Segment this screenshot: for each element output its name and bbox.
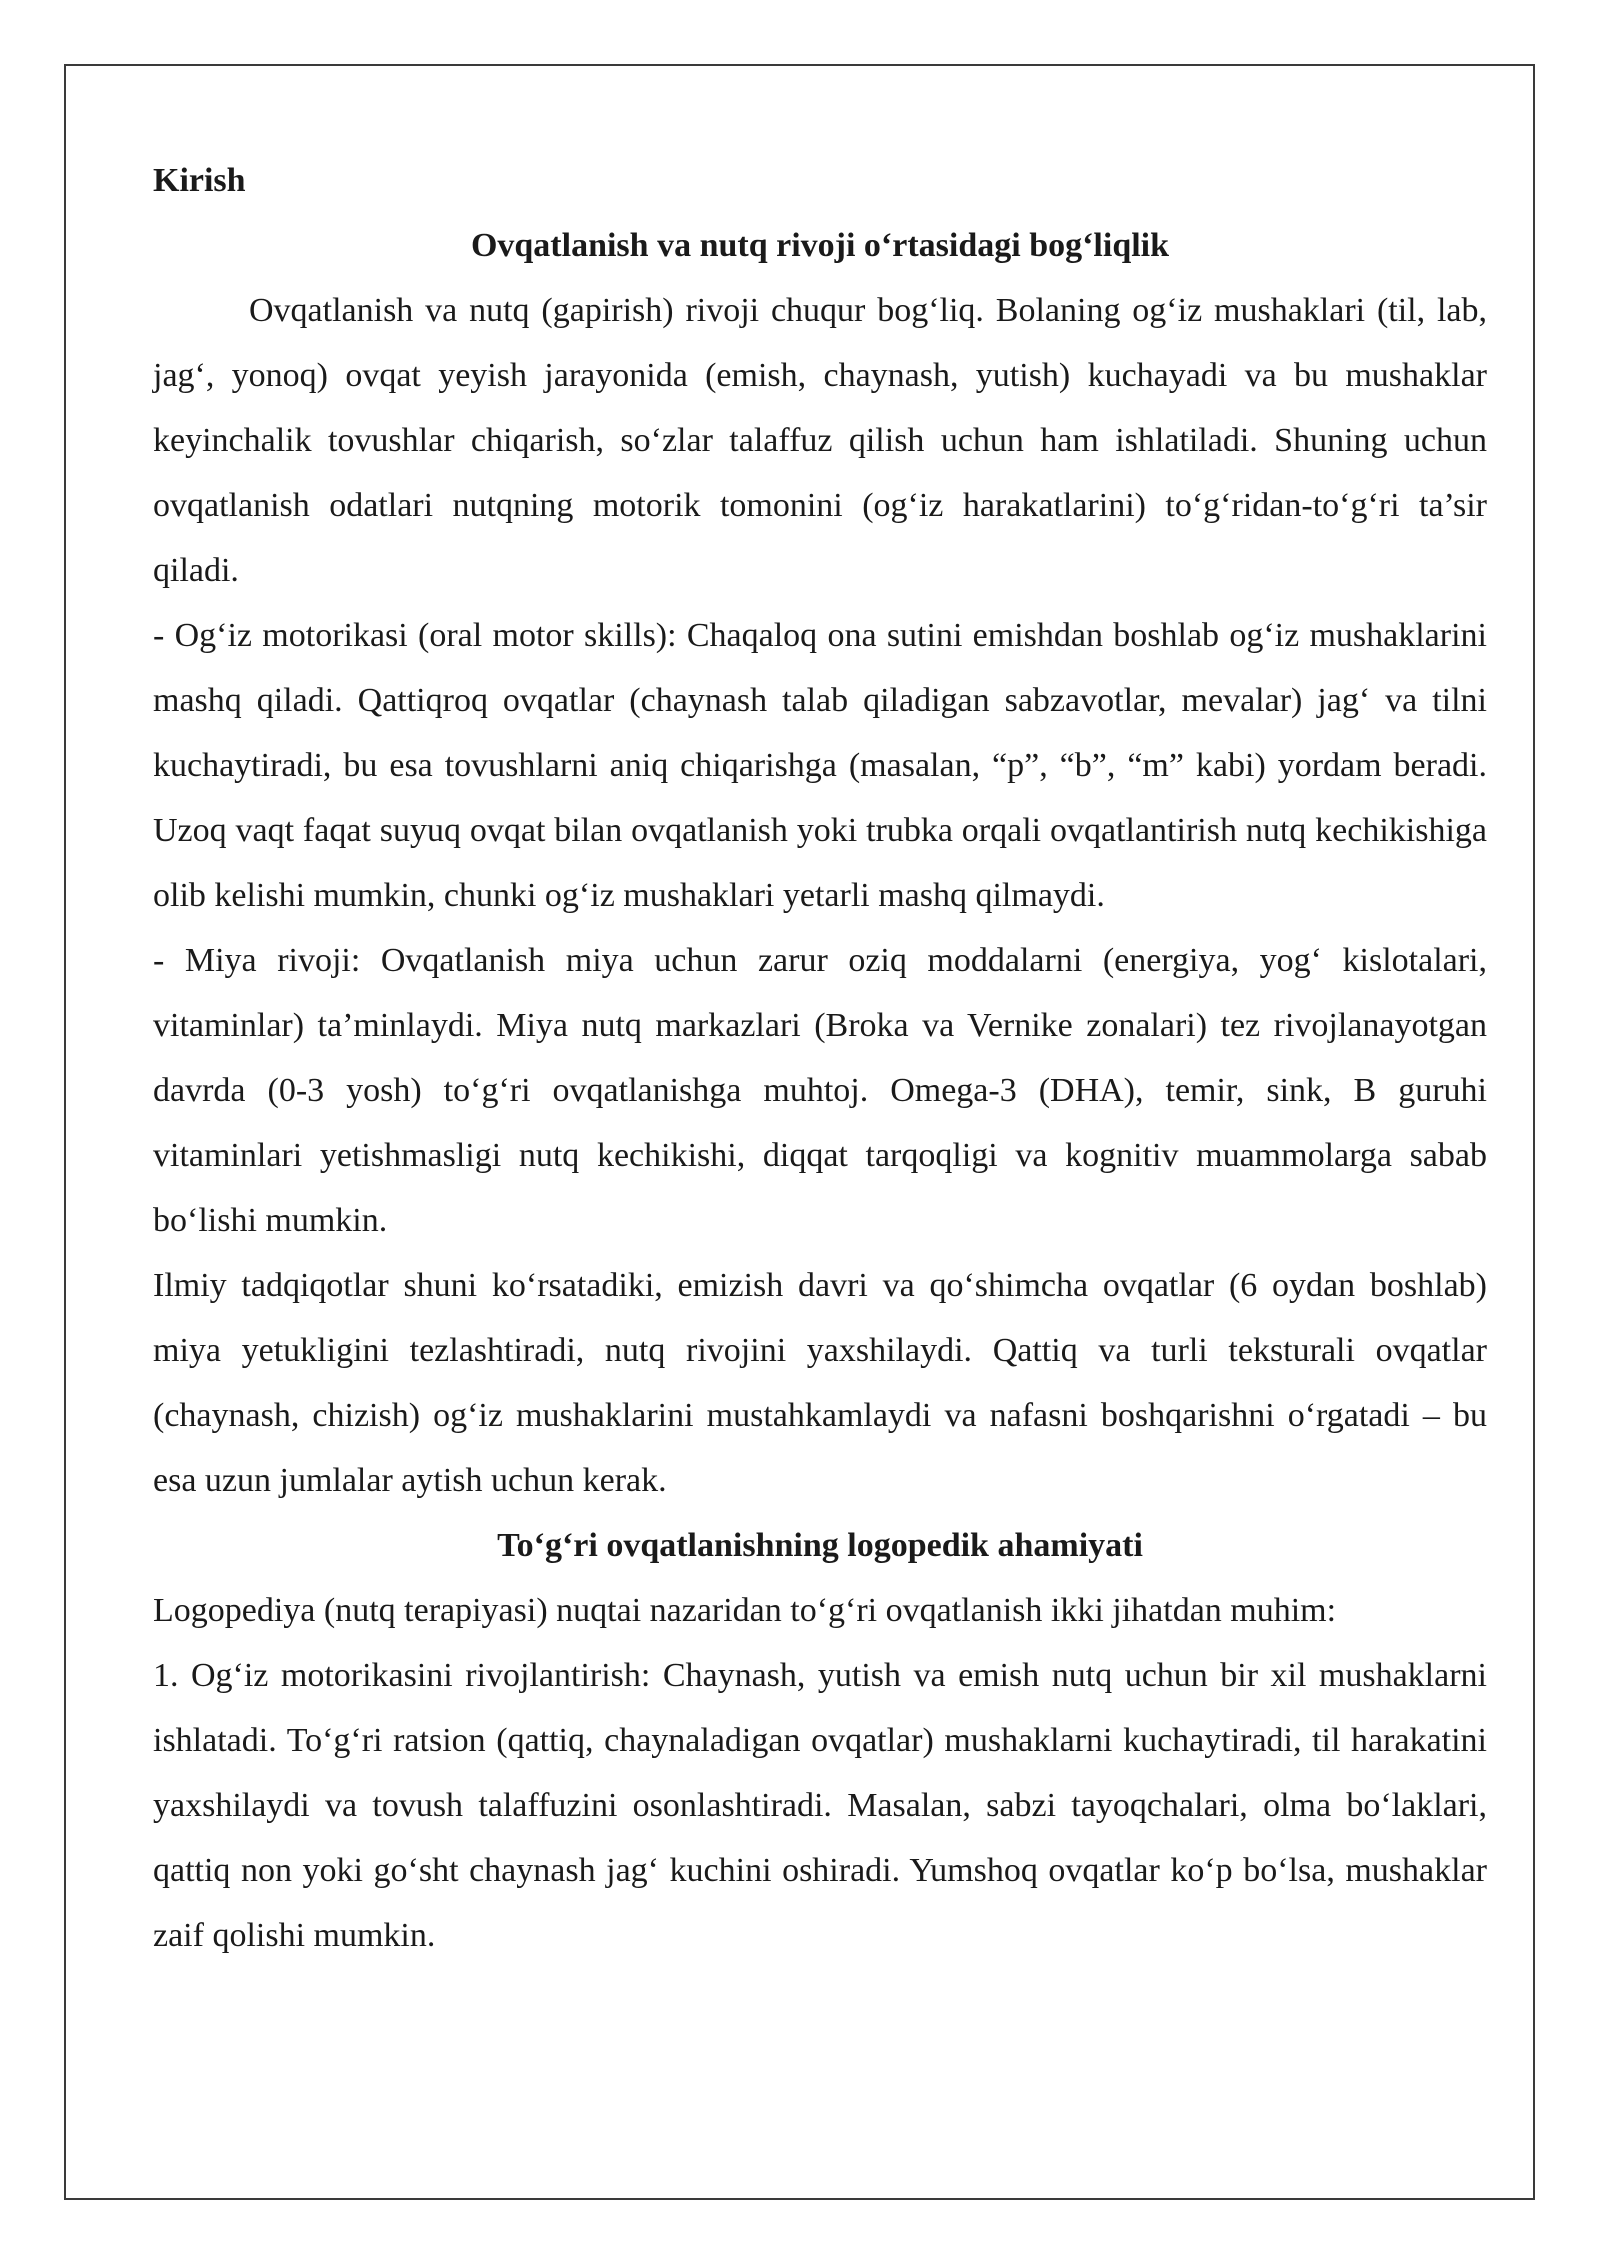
intro-heading: Kirish: [153, 162, 246, 199]
paragraph-oral-motor: - Og‘iz motorikasi (oral motor skills): Chaqaloq ona sutini emishdan boshlab og‘iz mushaklarini mashq qiladi. Qattiqroq ovqatlar (chaynash talab qiladigan sabzavotlar, mevalar) jag‘ va tilni kuchaytiradi, bu esa tovushlarni aniq chiqarishga (masalan, “p”, “b”, “m” kabi) yordam beradi. Uzoq vaqt faqat suyuq ovqat bilan ovqatlanish yoki trubka orqali ovqatlantirish nutq kechikishiga olib kelishi mumkin, chunki og‘iz mushaklari yetarli mashq qilmaydi.: [153, 617, 1487, 914]
section-title-logopedic: To‘g‘ri ovqatlanishning logopedik ahamiyati: [497, 1527, 1143, 1564]
document-body: [153, 148, 1487, 1968]
paragraph-intro: Ovqatlanish va nutq (gapirish) rivoji chuqur bog‘liq. Bolaning og‘iz mushaklari (til, lab, jag‘, yonoq) ovqat yeyish jarayonida (emish, chaynash, yutish) kuchayadi va bu mushaklar keyinchalik tovushlar chiqarish, so‘zlar talaffuz qilish uchun ham ishlatiladi. Shuning uchun ovqatlanish odatlari nutqning motorik tomonini (og‘iz harakatlarini) to‘g‘ridan-to‘g‘ri ta’sir qiladi.: [153, 292, 1487, 589]
paragraph-brain-development: - Miya rivoji: Ovqatlanish miya uchun zarur oziq moddalarni (energiya, yog‘ kislotalari, vitaminlar) ta’minlaydi. Miya nutq markazlari (Broka va Vernike zonalari) tez rivojlanayotgan davrda (0-3 yosh) to‘g‘ri ovqatlanishga muhtoj. Omega-3 (DHA), temir, sink, B guruhi vitaminlari yetishmasligi nutq kechikishi, diqqat tarqoqligi va kognitiv muammolarga sabab bo‘lishi mumkin.: [153, 942, 1487, 1239]
paragraph-logopedics-intro: Logopediya (nutq terapiyasi) nuqtai nazaridan to‘g‘ri ovqatlanish ikki jihatdan muhim:: [153, 1592, 1337, 1629]
paragraph-research: Ilmiy tadqiqotlar shuni ko‘rsatadiki, emizish davri va qo‘shimcha ovqatlar (6 oydan boshlab) miya yetukligini tezlashtiradi, nutq rivojini yaxshilaydi. Qattiq va turli teksturali ovqatlar (chaynash, chizish) og‘iz mushaklarini mustahkamlaydi va nafasni boshqarishni o‘rgatadi – bu esa uzun jumlalar aytish uchun kerak.: [153, 1267, 1487, 1499]
paragraph-oral-motor-development: 1. Og‘iz motorikasini rivojlantirish: Chaynash, yutish va emish nutq uchun bir xil mushaklarni ishlatadi. To‘g‘ri ratsion (qattiq, chaynaladigan ovqatlar) mushaklarni kuchaytiradi, til harakatini yaxshilaydi va tovush talaffuzini osonlashtiradi. Masalan, sabzi tayoqchalari, olma bo‘laklari, qattiq non yoki go‘sht chaynash jag‘ kuchini oshiradi. Yumshoq ovqatlar ko‘p bo‘lsa, mushaklar zaif qolishi mumkin.: [153, 1657, 1487, 1954]
section-title-nutrition-speech: Ovqatlanish va nutq rivoji o‘rtasidagi bog‘liqlik: [470, 227, 1170, 264]
